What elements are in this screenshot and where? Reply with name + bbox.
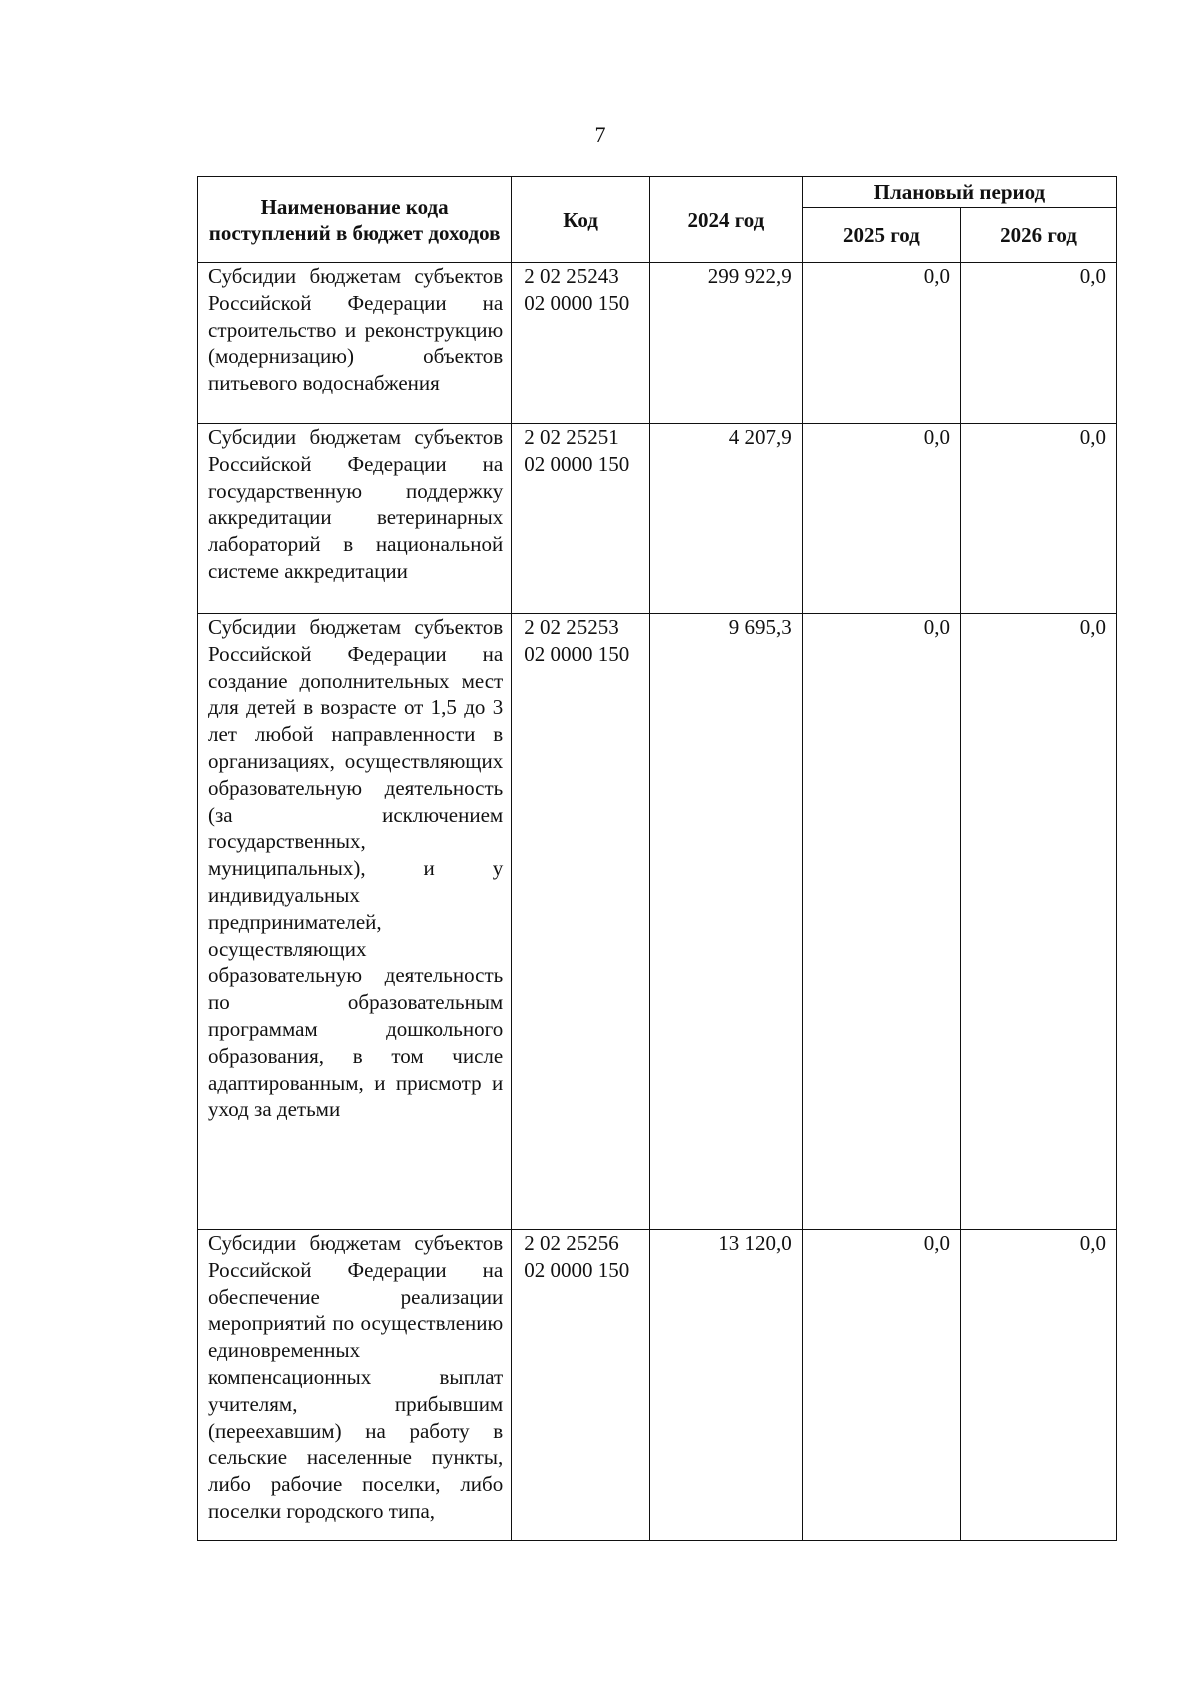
- header-planned-period: Плановый период: [802, 177, 1116, 208]
- table-row: [198, 1230, 1117, 1541]
- header-name: Наименование кода поступлений в бюджет доходов: [198, 177, 512, 263]
- row-2024-value: 4 207,9: [649, 424, 802, 614]
- row-code: 2 02 25243 02 0000 150: [512, 263, 650, 424]
- row-name: Субсидии бюджетам субъектов Российской Федерации на государственную поддержку аккредитации ветеринарных лабораторий в национальной системе аккредитации: [198, 424, 512, 614]
- row-name: Субсидии бюджетам субъектов Российской Федерации на создание дополнительных мест для детей в возрасте от 1,5 до 3 лет любой направленности в организациях, осуществляющих образовательную деятельность (за исключением государственных, муниципальных), и у индивидуальных предпринимателей, осуществляющих образовательную деятельность по образовательным программам дошкольного образования, в том числе адаптированным, и присмотр и уход за детьми: [198, 614, 512, 1230]
- header-code: Код: [512, 177, 650, 263]
- row-name: Субсидии бюджетам субъектов Российской Федерации на обеспечение реализации мероприятий по осуществлению единовременных компенсационных выплат учителям, прибывшим (переехавшим) на работу в сельские населенные пункты, либо рабочие поселки, либо поселки городского типа,: [198, 1230, 512, 1541]
- header-2026: 2026 год: [960, 208, 1116, 263]
- header-2024: 2024 год: [649, 177, 802, 263]
- row-2026-value: 0,0: [960, 424, 1116, 614]
- row-code: 2 02 25251 02 0000 150: [512, 424, 650, 614]
- row-code: 2 02 25253 02 0000 150: [512, 614, 650, 1230]
- row-2025-value: 0,0: [802, 424, 960, 614]
- row-code: 2 02 25256 02 0000 150: [512, 1230, 650, 1541]
- row-2025-value: 0,0: [802, 263, 960, 424]
- row-name: Субсидии бюджетам субъектов Российской Федерации на строительство и реконструкцию (модернизацию) объектов питьевого водоснабжения: [198, 263, 512, 424]
- table-row: [198, 424, 1117, 614]
- row-2026-value: 0,0: [960, 263, 1116, 424]
- row-2024-value: 9 695,3: [649, 614, 802, 1230]
- budget-revenue-table: [197, 176, 1117, 1541]
- row-2025-value: 0,0: [802, 1230, 960, 1541]
- table-row: [198, 263, 1117, 424]
- row-2026-value: 0,0: [960, 614, 1116, 1230]
- row-2026-value: 0,0: [960, 1230, 1116, 1541]
- row-2024-value: 13 120,0: [649, 1230, 802, 1541]
- row-2024-value: 299 922,9: [649, 263, 802, 424]
- row-2025-value: 0,0: [802, 614, 960, 1230]
- page-number: 7: [594, 122, 606, 147]
- header-2025: 2025 год: [802, 208, 960, 263]
- table-row: [198, 614, 1117, 1230]
